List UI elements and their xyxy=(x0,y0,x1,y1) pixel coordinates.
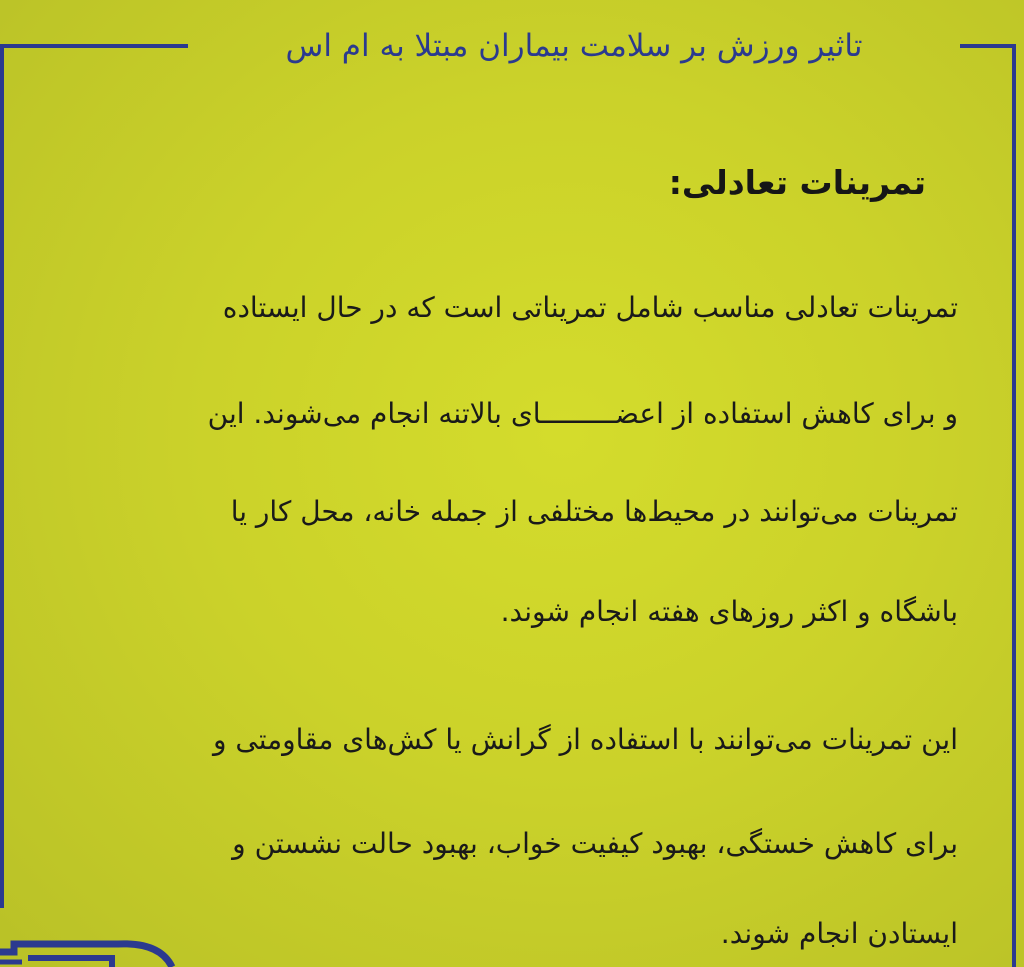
page-title: تاثیر ورزش بر سلامت بیماران مبتلا به ام اس xyxy=(285,28,863,64)
paragraph-1-line-3: تمرینات می‌توانند در محیط‌ها مختلفی از جمله خانه، محل کار یا xyxy=(230,495,958,528)
paragraph-2-line-3: ایستادن انجام شوند. xyxy=(720,917,958,950)
frame-right-border xyxy=(1012,44,1016,967)
section-heading: تمرینات تعادلی: xyxy=(668,163,926,202)
paragraph-1-line-1: تمرینات تعادلی مناسب شامل تمریناتی است که در حال ایستاده xyxy=(222,291,958,324)
frame-top-left-border xyxy=(0,44,188,48)
paragraph-1-line-4: باشگاه و اکثر روزهای هفته انجام شوند. xyxy=(500,595,958,628)
paragraph-2-line-2: برای کاهش خستگی، بهبود کیفیت خواب، بهبود حالت نشستن و xyxy=(232,827,958,860)
frame-left-border xyxy=(0,44,4,908)
paragraph-1-line-2: و برای کاهش استفاده از اعضـــــــــای بالاتنه انجام می‌شوند. این xyxy=(207,397,958,430)
brand-logo-icon xyxy=(0,938,190,967)
frame-top-right-border xyxy=(960,44,1016,48)
paragraph-2-line-1: این تمرینات می‌توانند با استفاده از گرانش یا کش‌های مقاومتی و xyxy=(212,723,958,756)
